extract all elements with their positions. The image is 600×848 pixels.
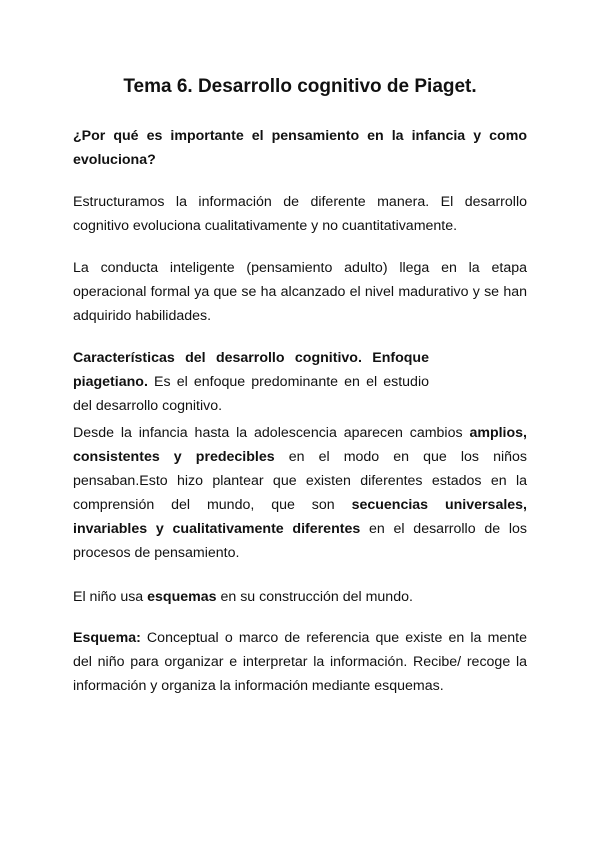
document-title: Tema 6. Desarrollo cognitivo de Piaget. [123, 76, 477, 97]
changes-bold-1: amplios, consistentes y predecibles [73, 425, 527, 465]
characteristics-text: Es el enfoque predominante en el estudio del desarrollo cognitivo. [73, 374, 429, 414]
schemes-bold: esquemas [147, 589, 217, 605]
changes-bold-2: secuencias universales, invariables y cualitativamente diferentes [73, 497, 527, 537]
characteristics-heading: Características del desarrollo cognitivo. Enfoque piagetiano. [73, 350, 429, 390]
paragraph-changes [73, 421, 527, 565]
scheme-term: Esquema: [73, 630, 141, 646]
scheme-definition-text: Conceptual o marco de referencia que existe en la mente del niño para organizar e interpretar la información. Recibe/ recoge la información y organiza la información mediante esquemas. [73, 630, 527, 694]
changes-text-2: en el modo en que los niños pensaban.Esto hizo plantear que existen diferentes estados en la comprensión del mundo, que son [73, 449, 527, 513]
question-heading: ¿Por qué es importante el pensamiento en la infancia y como evoluciona? [73, 128, 527, 168]
paragraph-scheme-definition [73, 626, 527, 698]
paragraph-intelligent-conduct: La conducta inteligente (pensamiento adulto) llega en la etapa operacional formal ya que se ha alcanzado el nivel madurativo y se han adquirido habilidades. [73, 260, 527, 324]
paragraph-characteristics [73, 346, 429, 418]
changes-text-1: Desde la infancia hasta la adolescencia aparecen cambios [73, 425, 470, 441]
schemes-text-1: El niño usa [73, 589, 148, 605]
paragraph-schemes-use [73, 585, 527, 609]
schemes-text-2: en su construcción del mundo. [216, 589, 413, 605]
changes-text-3: en el desarrollo de los procesos de pensamiento. [73, 521, 528, 561]
paragraph-structure: Estructuramos la información de diferente manera. El desarrollo cognitivo evoluciona cualitativamente y no cuantitativamente. [73, 194, 527, 234]
